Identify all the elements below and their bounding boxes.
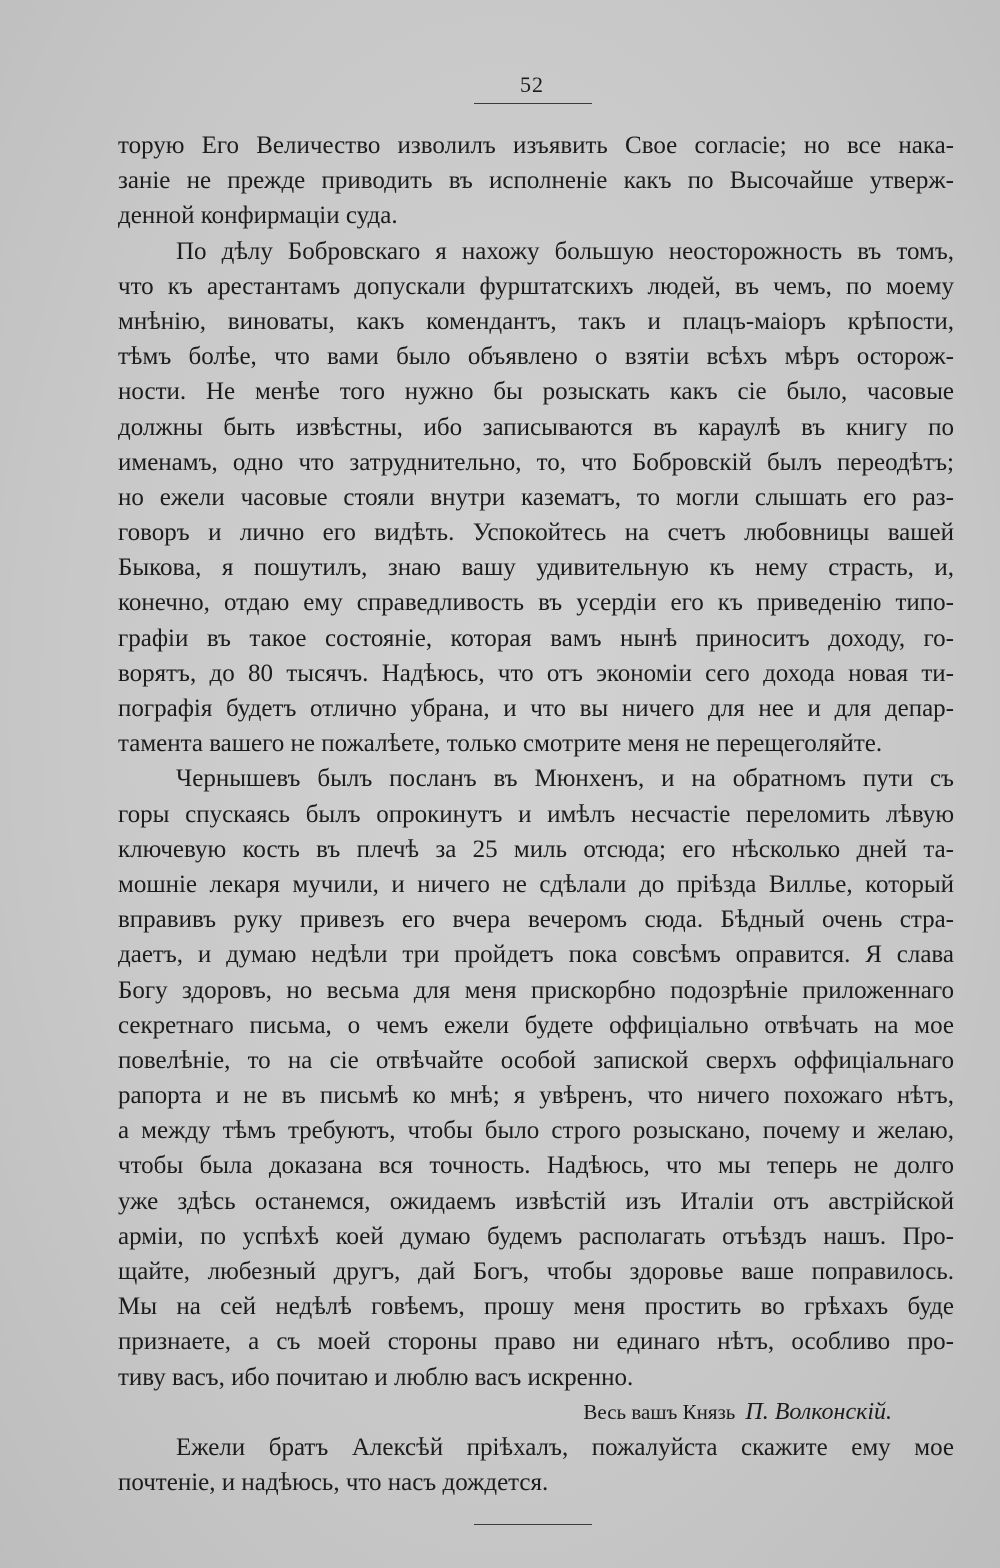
text-line: ности. Не менѣе того нужно бы розыскать какъ сіе было, часовые [118, 378, 954, 406]
text-line: Богу здоровъ, но весьма для меня прискорбно подозрѣніе приложеннаго [118, 976, 954, 1004]
text-line: именамъ, одно что затруднительно, то, что Бобровскій былъ переодѣтъ; [118, 448, 954, 476]
text-line: уже здѣсь останемся, ожидаемъ извѣстій изъ Италіи отъ австрійской [118, 1187, 954, 1215]
letter-text [118, 128, 954, 1395]
text-line: заніе не прежде приводить въ исполненіе какъ по Высочайше утверж- [118, 167, 954, 195]
text-line: Мы на сей недѣлѣ говѣемъ, прошу меня простить во грѣхахъ буде [118, 1293, 954, 1321]
text-line: графіи въ такое состояніе, которая вамъ нынѣ приноситъ доходу, го- [118, 624, 954, 652]
text-line: говоръ и лично его видѣть. Успокойтесь на счетъ любовницы вашей [118, 519, 954, 547]
text-line: горы спускаясь былъ опрокинутъ и имѣлъ несчастіе переломить лѣвую [118, 800, 954, 828]
footer-rule [474, 1524, 592, 1525]
text-line: повелѣніе, то на сіе отвѣчайте особой запиской сверхъ оффиціальнаго [118, 1046, 954, 1074]
postscript [118, 1430, 954, 1500]
text-line: признаете, а съ моей стороны право ни единаго нѣтъ, особливо про- [118, 1328, 954, 1356]
text-line: Чернышевъ былъ посланъ въ Мюнхенъ, и на обратномъ пути съ [176, 765, 954, 793]
text-line: рапорта и не въ письмѣ ко мнѣ; я увѣренъ, что ничего похожаго нѣтъ, [118, 1082, 954, 1110]
signature-line [118, 1395, 954, 1430]
letter-body [118, 128, 954, 1500]
text-line: тиву васъ, ибо почитаю и люблю васъ искренно. [118, 1363, 634, 1391]
signature-prefix: Весь вашъ Князь [583, 1399, 736, 1424]
header-rule [474, 103, 592, 104]
text-line: торую Его Величество изволилъ изъявить Свое согласіе; но все нака- [118, 132, 954, 159]
text-line: конечно, отдаю ему справедливость въ усердіи его къ приведенію типо- [118, 589, 954, 617]
text-line: Быкова, я пошутилъ, знаю вашу удивительную къ нему страсть, и, [118, 554, 954, 582]
text-line: арміи, по успѣхѣ коей думаю будемъ располагать отъѣздъ нашъ. Про- [118, 1222, 954, 1250]
text-line: Ежели братъ Алексѣй пріѣхалъ, пожалуйста скажите ему мое [176, 1433, 954, 1461]
text-line: даетъ, и думаю недѣли три пройдетъ пока совсѣмъ оправится. Я слава [118, 941, 954, 969]
text-line: денной конфирмаціи суда. [118, 202, 398, 230]
page-number: 52 [520, 72, 544, 97]
text-line: секретнаго письма, о чемъ ежели будете оффиціально отвѣчать на мое [118, 1011, 954, 1039]
signature-name: П. Волконскій. [745, 1398, 892, 1425]
text-line: но ежели часовые стояли внутри казематъ, то могли слышать его раз- [118, 483, 954, 511]
text-line: вправивъ руку привезъ его вчера вечеромъ сюда. Бѣдный очень стра- [118, 906, 954, 934]
text-line: По дѣлу Бобровскаго я нахожу большую неосторожность въ томъ, [176, 237, 954, 265]
text-line: почтеніе, и надѣюсь, что насъ дождется. [118, 1469, 549, 1497]
text-line: чтобы была доказана вся точность. Надѣюсь, что мы теперь не долго [118, 1152, 954, 1180]
text-line: тѣмъ болѣе, что вами было объявлено о взятіи всѣхъ мѣръ осторож- [118, 343, 954, 371]
text-line: щайте, любезный другъ, дай Богъ, чтобы здоровье ваше поправилось. [118, 1258, 954, 1285]
text-line: ворятъ, до 80 тысячъ. Надѣюсь, что отъ экономіи сего дохода новая ти- [118, 659, 954, 687]
text-line: что къ арестантамъ допускали фурштатскихъ людей, въ чемъ, по моему [118, 272, 954, 300]
text-line: должны быть извѣстны, ибо записываются въ караулѣ въ книгу по [118, 413, 954, 441]
text-line: ключевую кость въ плечѣ за 25 миль отсюда; его нѣсколько дней та- [118, 835, 954, 863]
text-line: а между тѣмъ требуютъ, чтобы было строго розыскано, почему и желаю, [118, 1117, 954, 1145]
text-line: тамента вашего не пожалѣете, только смотрите меня не перещеголяйте. [118, 730, 883, 758]
text-line: мошніе лекаря мучили, и ничего не сдѣлали до пріѣзда Виллье, который [118, 870, 954, 898]
text-line: пографія будетъ отлично убрана, и что вы ничего для нее и для депар- [118, 695, 954, 722]
text-line: мнѣнію, виноваты, какъ комендантъ, такъ и плацъ-маіоръ крѣпости, [118, 307, 954, 335]
